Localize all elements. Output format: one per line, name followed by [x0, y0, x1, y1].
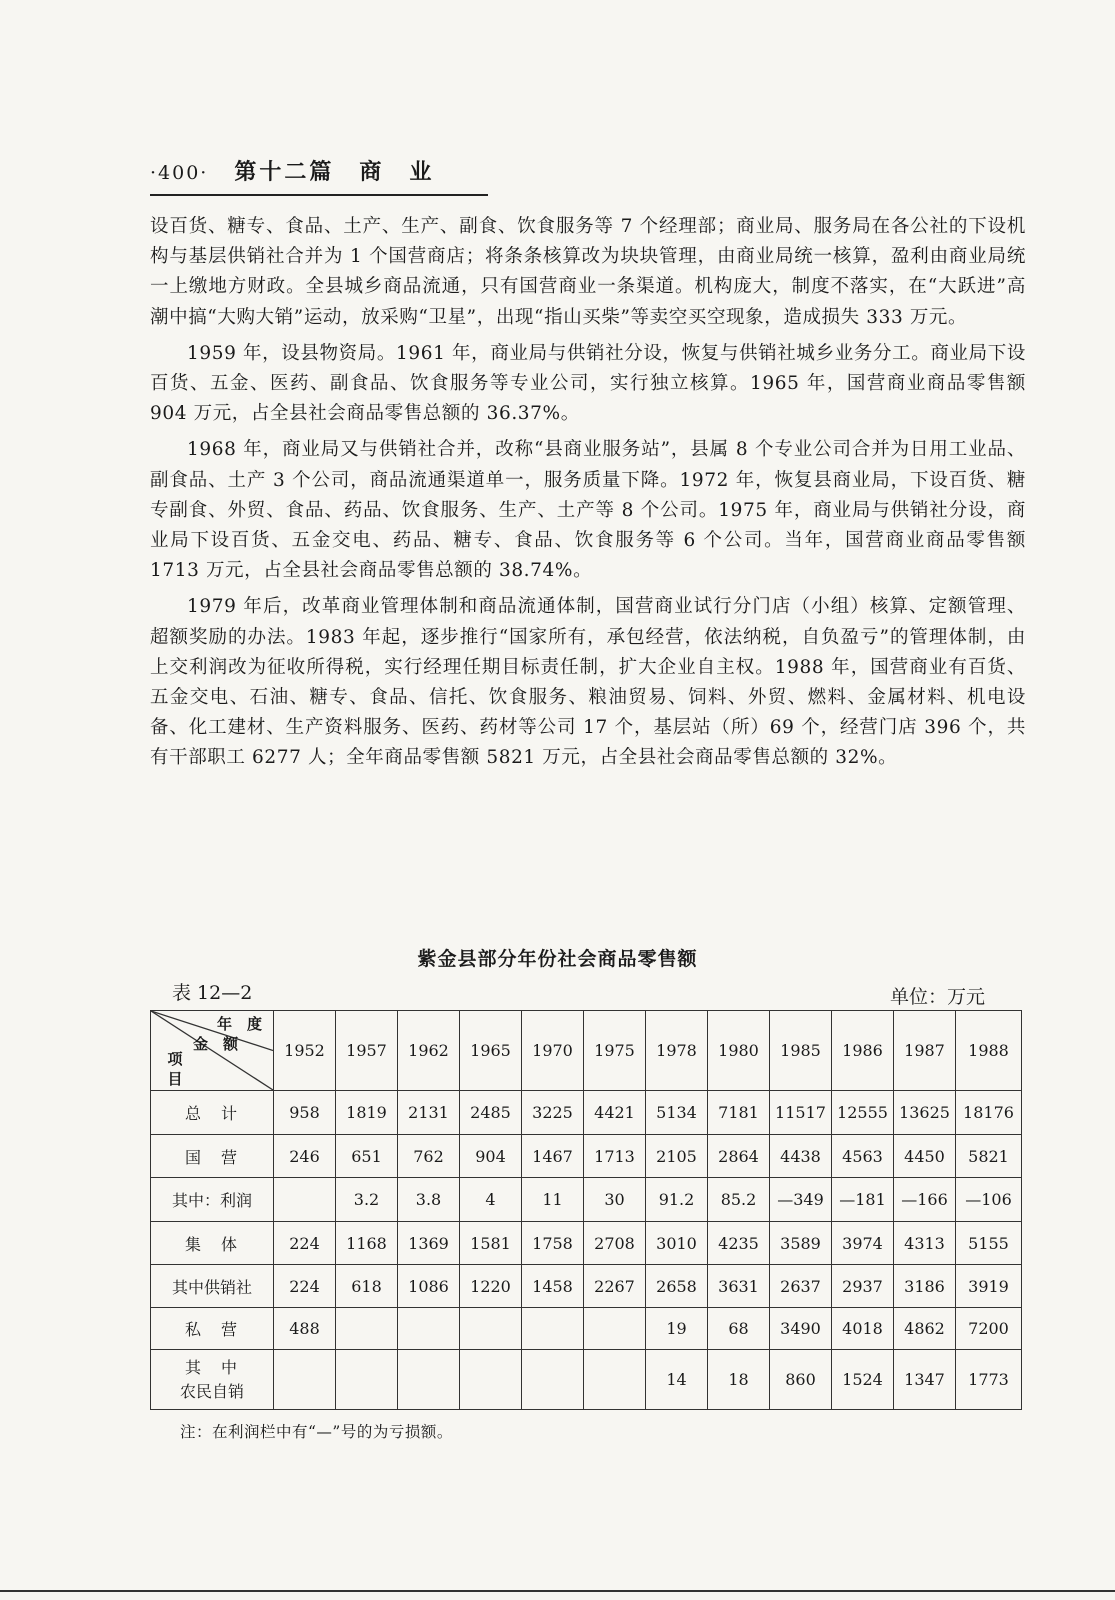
paragraph: 1968 年，商业局又与供销社合并，改称“县商业服务站”，县属 8 个专业公司合并为日用工业品、副食品、土产 3 个公司，商品流通渠道单一，服务质量下降。1972 年，恢复县商业局，下设百货、糖专副食、外贸、食品、药品、饮食服务、生产、土产等 8 个公司。1975 年，商业局与供销社分设，商业局下设百货、五金交电、药品、糖专、食品、饮食服务等 6 个公司。当年，国营商业商品零售额 1713 万元，占全县社会商品零售总额的 38.74%。	[150, 439, 1026, 582]
year-header: 1957	[336, 1011, 398, 1091]
row-label: 其中供销社	[151, 1265, 274, 1308]
corner-label-amount: 金 额	[193, 1035, 239, 1053]
row-label: 总 计	[151, 1091, 274, 1135]
table-cell: 651	[336, 1135, 398, 1178]
table-cell: 224	[274, 1265, 336, 1308]
body-text	[150, 212, 1026, 780]
corner-label-year: 年 度	[217, 1015, 263, 1033]
table-cell: 224	[274, 1222, 336, 1265]
page-bottom-rule	[0, 1590, 1115, 1592]
paragraph: 设百货、糖专、食品、土产、生产、副食、饮食服务等 7 个经理部；商业局、服务局在各公社的下设机构与基层供销社合并为 1 个国营商店；将条条核算改为块块管理，由商业局统一核算，盈利由商业局统一上缴地方财政。全县城乡商品流通，只有国营商业一条渠道。机构庞大，制度不落实，在“大跃进”高潮中搞“大购大销”运动，放采购“卫星”，出现“指山买柴”等卖空买空现象，造成损失 333 万元。	[150, 216, 1026, 328]
table-cell: 18176	[956, 1091, 1022, 1135]
table-cell: 2937	[832, 1265, 894, 1308]
table-cell: —181	[832, 1178, 894, 1222]
paragraph: 1959 年，设县物资局。1961 年，商业局与供销社分设，恢复与供销社城乡业务分工。商业局下设百货、五金、医药、副食品、饮食服务等专业公司，实行独立核算。1965 年，国营商业商品零售额 904 万元，占全县社会商品零售总额的 36.37%。	[150, 342, 1026, 425]
corner-header-cell	[151, 1011, 274, 1091]
page-header	[150, 155, 490, 186]
table-cell: 762	[398, 1135, 460, 1178]
row-label: 集 体	[151, 1222, 274, 1265]
table-cell: 860	[770, 1350, 832, 1410]
row-label-line: 其 中	[184, 1357, 239, 1377]
year-header: 1988	[956, 1011, 1022, 1091]
table-cell: 2485	[460, 1091, 522, 1135]
corner-label-item: 项 目	[167, 1050, 198, 1088]
table-cell: 3.8	[398, 1178, 460, 1222]
table-cell: 4018	[832, 1308, 894, 1350]
table-row	[151, 1308, 1022, 1350]
table-cell: 4862	[894, 1308, 956, 1350]
table-cell: 4421	[584, 1091, 646, 1135]
table-cell: 19	[646, 1308, 708, 1350]
table-number: 表 12—2	[172, 982, 253, 1004]
table-cell: 11	[522, 1178, 584, 1222]
table-cell	[584, 1308, 646, 1350]
table-row	[151, 1091, 1022, 1135]
table-cell: 13625	[894, 1091, 956, 1135]
table-cell	[398, 1308, 460, 1350]
row-label	[151, 1350, 274, 1410]
table-cell: 1819	[336, 1091, 398, 1135]
table-cell: 246	[274, 1135, 336, 1178]
table-cell: 1524	[832, 1350, 894, 1410]
table-cell: 1713	[584, 1135, 646, 1178]
paragraph: 1979 年后，改革商业管理体制和商品流通体制，国营商业试行分门店（小组）核算、定额管理、超额奖励的办法。1983 年起，逐步推行“国家所有，承包经营，依法纳税，自负盈亏”的管理体制，由上交利润改为征收所得税，实行经理任期目标责任制，扩大企业自主权。1988 年，国营商业有百货、五金交电、石油、糖专、食品、信托、饮食服务、粮油贸易、饲料、外贸、燃料、金属材料、机电设备、化工建材、生产资料服务、医药、药材等公司 17 个，基层站（所）69 个，经营门店 396 个，共有干部职工 6277 人；全年商品零售额 5821 万元，占全县社会商品零售总额的 32%。	[150, 596, 1026, 769]
table-title: 紫金县部分年份社会商品零售额	[417, 948, 698, 970]
table-cell: 1086	[398, 1265, 460, 1308]
table-cell: 3.2	[336, 1178, 398, 1222]
table-cell: 3589	[770, 1222, 832, 1265]
year-header: 1985	[770, 1011, 832, 1091]
table-cell: 11517	[770, 1091, 832, 1135]
table-cell: 5134	[646, 1091, 708, 1135]
table-cell: 3490	[770, 1308, 832, 1350]
table-cell: 2637	[770, 1265, 832, 1308]
table-cell: 5821	[956, 1135, 1022, 1178]
page-number: ·400·	[150, 162, 209, 184]
table-cell: 85.2	[708, 1178, 770, 1222]
table-cell	[274, 1350, 336, 1410]
table-cell	[522, 1350, 584, 1410]
table-cell: 7200	[956, 1308, 1022, 1350]
table-row	[151, 1350, 1022, 1410]
table-cell: 3919	[956, 1265, 1022, 1308]
table-cell: 7181	[708, 1091, 770, 1135]
table-cell: 2267	[584, 1265, 646, 1308]
table-cell: 4450	[894, 1135, 956, 1178]
table-cell: 1581	[460, 1222, 522, 1265]
table-cell: 1220	[460, 1265, 522, 1308]
table-cell: —166	[894, 1178, 956, 1222]
table-cell: 12555	[832, 1091, 894, 1135]
table-cell: 1458	[522, 1265, 584, 1308]
header-row	[151, 1011, 1022, 1091]
year-header: 1962	[398, 1011, 460, 1091]
table-cell: 3225	[522, 1091, 584, 1135]
table-cell: 2708	[584, 1222, 646, 1265]
table-cell: 91.2	[646, 1178, 708, 1222]
table-cell: 1467	[522, 1135, 584, 1178]
chapter-title: 第十二篇 商 业	[234, 159, 435, 185]
table-footnote: 注：在利润栏中有“—”号的为亏损额。	[180, 1423, 453, 1441]
table-cell: 18	[708, 1350, 770, 1410]
table-cell: 958	[274, 1091, 336, 1135]
table-cell	[522, 1308, 584, 1350]
table-cell: 4563	[832, 1135, 894, 1178]
row-label-line: 农民自销	[179, 1381, 244, 1401]
retail-sales-table	[150, 1010, 1022, 1410]
table-cell	[336, 1350, 398, 1410]
table-cell	[336, 1308, 398, 1350]
year-header: 1978	[646, 1011, 708, 1091]
table-cell: 1369	[398, 1222, 460, 1265]
year-header: 1975	[584, 1011, 646, 1091]
year-header: 1980	[708, 1011, 770, 1091]
year-header: 1970	[522, 1011, 584, 1091]
table-cell: 2105	[646, 1135, 708, 1178]
table-row	[151, 1135, 1022, 1178]
row-label: 国 营	[151, 1135, 274, 1178]
year-header: 1987	[894, 1011, 956, 1091]
table-cell: 4313	[894, 1222, 956, 1265]
table-cell	[584, 1350, 646, 1410]
table-cell: 3186	[894, 1265, 956, 1308]
table-cell: 488	[274, 1308, 336, 1350]
table-cell: 2658	[646, 1265, 708, 1308]
table-cell: 1773	[956, 1350, 1022, 1410]
table-unit: 单位：万元	[889, 986, 985, 1008]
table-cell: 904	[460, 1135, 522, 1178]
table-cell: 30	[584, 1178, 646, 1222]
table-cell: 2131	[398, 1091, 460, 1135]
row-label: 其中：利润	[151, 1178, 274, 1222]
table-cell: 3974	[832, 1222, 894, 1265]
header-rule	[150, 194, 488, 196]
table-cell: 618	[336, 1265, 398, 1308]
table-cell: 68	[708, 1308, 770, 1350]
table-cell: 4438	[770, 1135, 832, 1178]
table-row	[151, 1222, 1022, 1265]
table-cell: —349	[770, 1178, 832, 1222]
table-cell	[460, 1350, 522, 1410]
table-cell	[460, 1308, 522, 1350]
table-cell: 1168	[336, 1222, 398, 1265]
table-cell: 14	[646, 1350, 708, 1410]
table-cell: 2864	[708, 1135, 770, 1178]
year-header: 1952	[274, 1011, 336, 1091]
table-cell: 5155	[956, 1222, 1022, 1265]
table-cell	[398, 1350, 460, 1410]
table-cell: 3010	[646, 1222, 708, 1265]
row-label: 私 营	[151, 1308, 274, 1350]
table-cell: —106	[956, 1178, 1022, 1222]
table-cell	[274, 1178, 336, 1222]
table-cell: 1758	[522, 1222, 584, 1265]
table-row	[151, 1178, 1022, 1222]
table-cell: 1347	[894, 1350, 956, 1410]
table-cell: 3631	[708, 1265, 770, 1308]
year-header: 1965	[460, 1011, 522, 1091]
table-row	[151, 1265, 1022, 1308]
table-cell: 4235	[708, 1222, 770, 1265]
year-header: 1986	[832, 1011, 894, 1091]
table-cell: 4	[460, 1178, 522, 1222]
